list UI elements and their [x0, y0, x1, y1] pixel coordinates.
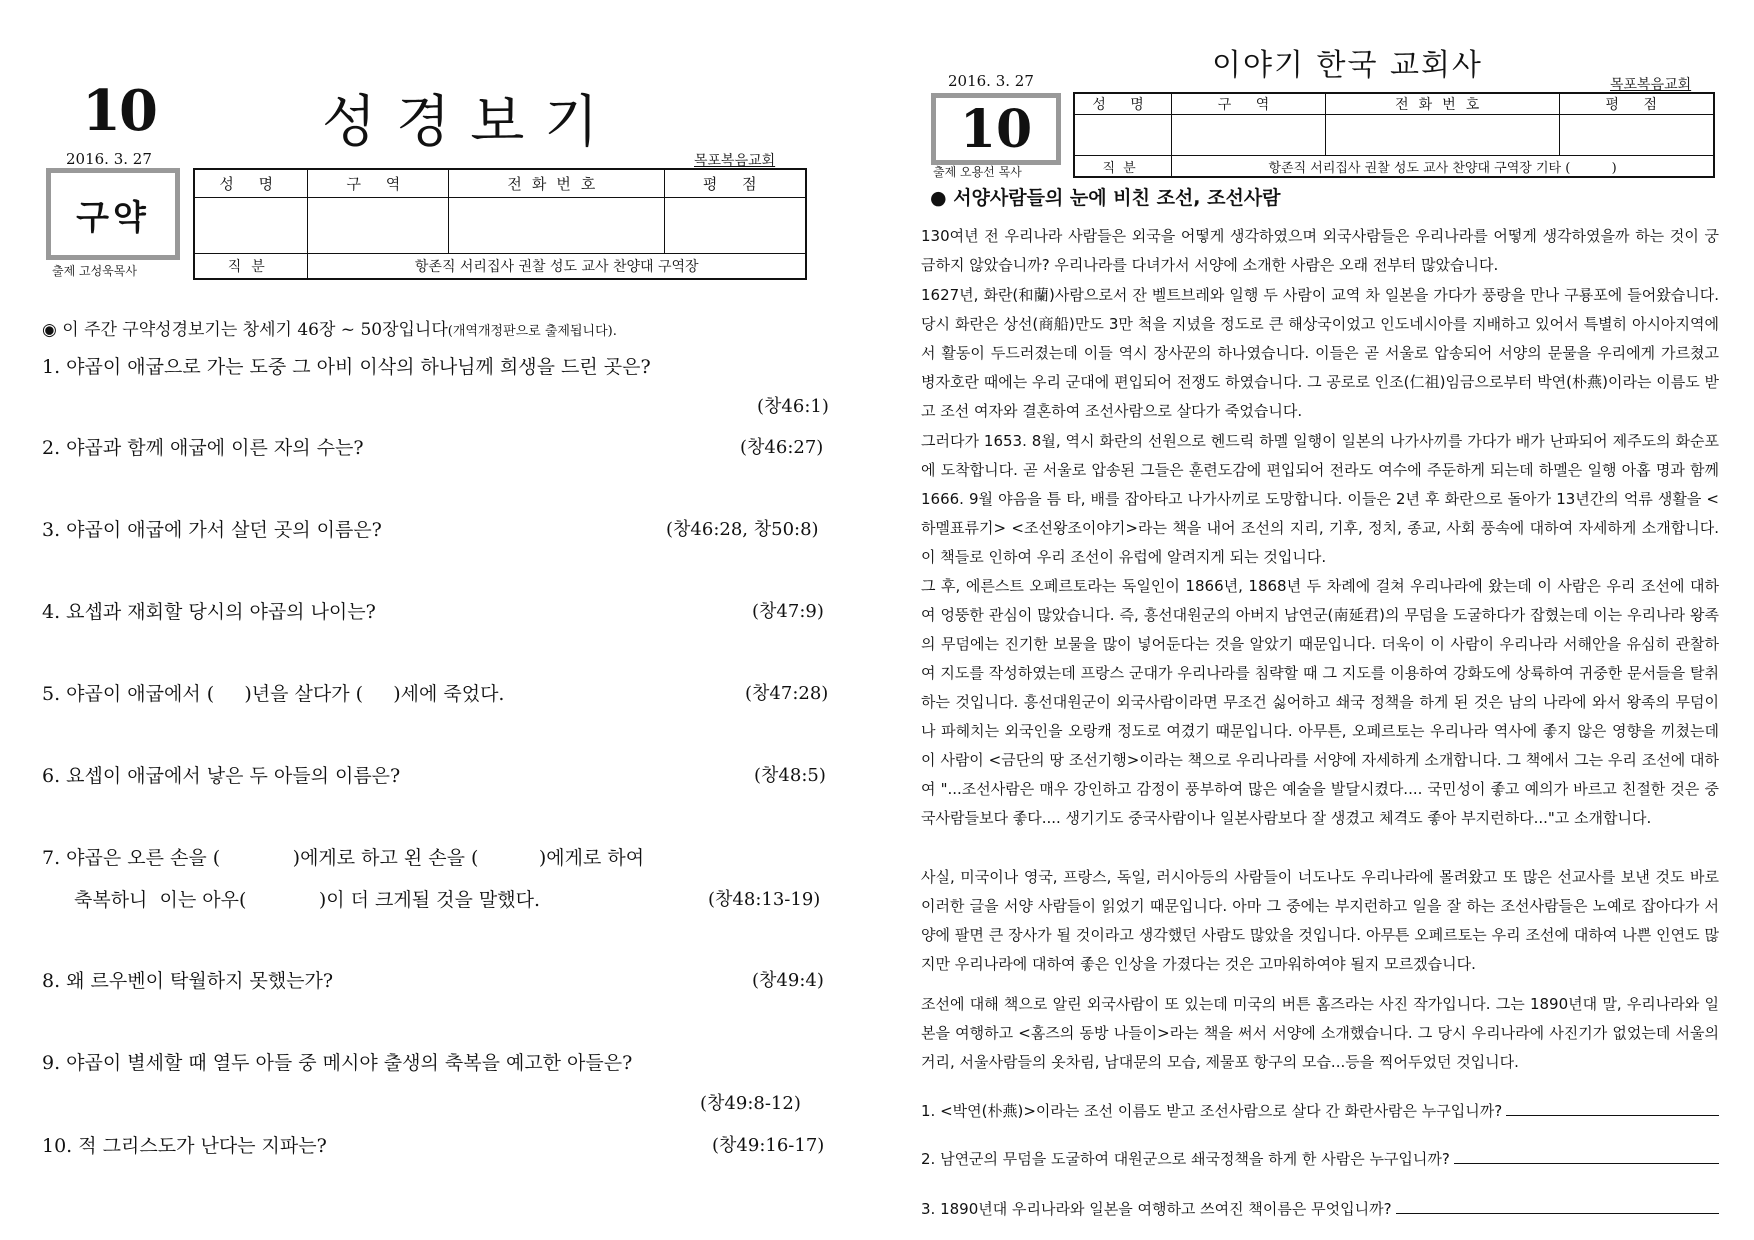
answer-line-1[interactable]: [1506, 1100, 1719, 1116]
role-options[interactable]: 항존직 서리집사 권찰 성도 교사 찬양대 구역장: [308, 253, 806, 279]
left-info-table: [193, 168, 807, 280]
article-heading: ● 서양사람들의 눈에 비친 조선, 조선사람: [930, 187, 1281, 209]
right-question-1-text: 1. <박연(朴燕)>이라는 조선 이름도 받고 조선사람으로 살다 간 화란사람은 누구입니까?: [921, 1102, 1503, 1120]
question-5: 5. 야곱이 애굽에서 ( )년을 살다가 ( )세에 죽었다.: [42, 683, 505, 705]
paragraph-6: 조선에 대해 책으로 알린 외국사람이 또 있는데 미국의 버튼 홈즈라는 사진 작가입니다. 그는 1890년대 말, 우리나라와 일본을 여행하고 <홈즈의 동방 나들이>라는 책을 써서 서양에 소개했습니다. 그 당시 우리나라에 사진기가 없었는데 서울의 거리, 서울사람들의 옷차림, 남대문의 모습, 제물포 항구의 모습...등을 찍어두었던 것입니다.: [921, 995, 1719, 1071]
ref-7: (창48:13-19): [708, 889, 821, 910]
intro-note: (개역개정판으로 출제됩니다).: [447, 324, 617, 339]
header-name: 성 명: [1074, 93, 1172, 115]
role-options[interactable]: 항존직 서리집사 권찰 성도 교사 찬양대 구역장 기타 ( ): [1172, 156, 1714, 178]
question-10: 10. 적 그리스도가 난다는 지파는?: [42, 1135, 327, 1157]
left-intro: [42, 315, 617, 340]
question-2: 2. 야곱과 함께 애굽에 이른 자의 수는?: [42, 437, 364, 459]
intro-text: ◉ 이 주간 구약성경보기는 창세기 46장 ~ 50장입니다: [42, 320, 448, 340]
left-date: 2016. 3. 27: [66, 150, 152, 168]
ref-2: (창46:27): [740, 437, 824, 458]
ref-3: (창46:28, 창50:8): [666, 519, 819, 540]
question-4: 4. 요셉과 재회할 당시의 야곱의 나이는?: [42, 601, 376, 623]
role-label: 직분: [1074, 156, 1172, 178]
right-question-3: [921, 1198, 1719, 1219]
paragraph-3: 그러다가 1653. 8월, 역시 화란의 선원으로 헨드릭 하멜 일행이 일본의 나가사끼를 가다가 배가 난파되어 제주도의 화순포에 도착합니다. 곧 서울로 압송된 그들은 훈련도감에 편입되어 전라도 여수에 주둔하게 되는데 하멜은 일행 아홉 명과 함께 1666. 9월 야음을 틈 타, 배를 잡아타고 나가사끼로 도망합니다. 이들은 2년 후 화란으로 돌아가 13년간의 억류 생활을 <하멜표류기> <조선왕조이야기>라는 책을 내어 조선의 지리, 기후, 정치, 종교, 사회 풍속에 대하여 자세하게 소개합니다. 이 책들로 인하여 우리 조선이 유럽에 알려지게 되는 것입니다.: [921, 432, 1719, 566]
district-field[interactable]: [1172, 115, 1326, 156]
ref-1: (창46:1): [757, 396, 829, 417]
right-question-1: [921, 1100, 1719, 1121]
phone-field[interactable]: [1325, 115, 1559, 156]
paragraph-2: 1627년, 화란(和蘭)사람으로서 잔 벨트브레와 일행 두 사람이 교역 차 일본을 가다가 풍랑을 만나 구룡포에 들어왔습니다. 당시 화란은 상선(商船)만도 3만 척을 지녔을 정도로 큰 해상국이었고 인도네시아를 지배하고 있어서 특별히 아시아지역에서 활동이 두드러졌는데 이들 역시 장사꾼의 하나였습니다. 이들은 곧 서울로 압송되어 서양의 문물을 우리에게 가르쳤고 병자호란 때에는 우리 군대에 편입되어 전쟁도 하였습니다. 그 공로로 인조(仁祖)임금으로부터 박연(朴燕)이라는 이름도 받고 조선 여자와 결혼하여 조선사람으로 살다가 죽었습니다.: [921, 286, 1719, 420]
district-field[interactable]: [308, 197, 449, 253]
right-issue-number: 10: [931, 93, 1061, 165]
header-district: 구 역: [1172, 93, 1326, 115]
right-info-table: [1073, 92, 1715, 178]
score-field[interactable]: [1559, 115, 1714, 156]
ref-4: (창47:9): [752, 601, 824, 622]
question-3: 3. 야곱이 애굽에 가서 살던 곳의 이름은?: [42, 519, 382, 541]
question-8: 8. 왜 르우벤이 탁월하지 못했는가?: [42, 970, 334, 992]
left-page-title: 성경보기: [322, 90, 619, 155]
question-7: 7. 야곱은 오른 손을 ( )에게로 하고 왼 손을 ( )에게로 하여: [42, 847, 645, 869]
right-question-3-text: 3. 1890년대 우리나라와 일본을 여행하고 쓰여진 책이름은 무엇입니까?: [921, 1200, 1392, 1218]
header-name: 성 명: [194, 169, 308, 197]
question-1: 1. 야곱이 애굽으로 가는 도중 그 아비 이삭의 하나님께 희생을 드린 곳은?: [42, 356, 651, 378]
left-church-name: 목포복음교회: [694, 153, 776, 169]
ref-9: (창49:8-12): [700, 1093, 801, 1114]
answer-line-2[interactable]: [1454, 1148, 1719, 1164]
question-6: 6. 요셉이 애굽에서 낳은 두 아들의 이름은?: [42, 765, 401, 787]
ref-10: (창49:16-17): [712, 1135, 825, 1156]
paragraph-1: 130여년 전 우리나라 사람들은 외국을 어떻게 생각하였으며 외국사람들은 우리나라를 어떻게 생각하였을까 하는 것이 궁금하지 않았습니까? 우리나라를 다녀가서 서양에 소개한 사람은 오래 전부터 많았습니다.: [921, 227, 1719, 274]
paragraph-4: 그 후, 에른스트 오페르토라는 독일인이 1866년, 1868년 두 차례에 걸쳐 우리나라에 왔는데 이 사람은 우리 조선에 대하여 엉뚱한 관심이 많았습니다. 즉, 흥선대원군의 아버지 남연군(南延君)의 무덤을 도굴하다가 잡혔는데 이는 우리나라 왕족의 무덤에는 진기한 보물을 많이 넣어둔다는 것을 알았기 때문입니다. 더욱이 이 사람이 우리나라 서해안을 유심히 관찰하여 지도를 작성하였는데 프랑스 군대가 우리나라를 침략할 때 그 지도를 이용하여 강화도에 상륙하여 귀중한 문서들을 탈취하는 것입니다. 흥선대원군이 외국사람이라면 무조건 싫어하고 쇄국 정책을 하게 된 것은 남의 나라에 와서 왕족의 무덤이나 파헤치는 외국인을 오랑캐 정도로 여겼기 때문입니다. 아무튼, 오페르토는 우리나라 역사에 좋지 않은 영향을 끼쳤는데 이 사람이 <금단의 땅 조선기행>이라는 책으로 우리나라를 서양에 자세하게 소개합니다. 그 책에서 그는 우리 조선에 대하여 "...조선사람은 매우 강인하고 감정이 풍부하여 많은 예술을 발달시켰다.... 국민성이 좋고 예의가 바르고 친절한 것은 중국사람들보다 좋다.... 생기기도 중국사람이나 일본사람보다 잘 생겼고 체격도 좋아 부지런하다..."고 소개합니다.: [921, 577, 1719, 827]
role-label: 직분: [194, 253, 308, 279]
header-district: 구 역: [308, 169, 449, 197]
right-page-title: 이야기 한국 교회사: [1212, 48, 1483, 83]
right-church-name: 목포복음교회: [1610, 77, 1692, 93]
header-phone: 전화번호: [449, 169, 664, 197]
right-date: 2016. 3. 27: [948, 72, 1034, 90]
ref-6: (창48:5): [754, 765, 826, 786]
phone-field[interactable]: [449, 197, 664, 253]
paragraph-5: 사실, 미국이나 영국, 프랑스, 독일, 러시아등의 사람들이 너도나도 우리나라에 몰려왔고 또 많은 선교사를 보낸 것도 바로 이러한 글을 서양 사람들이 읽었기 때문입니다. 아마 그 중에는 부지런하고 일을 잘 하는 조선사람들은 노예로 잡아다가 서양에 팔면 큰 장사가 될 것이라고 생각했던 사람도 많았을 것입니다. 아무튼 오페르토는 우리 조선에 대하여 나쁜 인연도 많지만 우리나라에 대하여 좋은 인상을 가졌다는 것은 고마워하여야 될지 모르겠습니다.: [921, 868, 1719, 973]
ref-8: (창49:4): [752, 970, 824, 991]
header-score: 평 점: [1559, 93, 1714, 115]
header-score: 평 점: [664, 169, 806, 197]
right-question-2-text: 2. 남연군의 무덤을 도굴하여 대원군으로 쇄국정책을 하게 한 사람은 누구입니까?: [921, 1150, 1450, 1168]
left-setter: 출제 고성욱목사: [52, 264, 137, 278]
right-question-2: [921, 1148, 1719, 1169]
right-setter: 출제 오용선 목사: [933, 165, 1022, 179]
question-7-cont: 축복하니 이는 아우( )이 더 크게될 것을 말했다.: [74, 889, 540, 911]
left-page-number: 10: [82, 78, 156, 144]
name-field[interactable]: [1074, 115, 1172, 156]
name-field[interactable]: [194, 197, 308, 253]
question-9: 9. 야곱이 별세할 때 열두 아들 중 메시야 출생의 축복을 예고한 아들은?: [42, 1052, 633, 1074]
left-testament-badge: 구약: [46, 168, 180, 260]
header-phone: 전화번호: [1325, 93, 1559, 115]
score-field[interactable]: [664, 197, 806, 253]
ref-5: (창47:28): [745, 683, 829, 704]
answer-line-3[interactable]: [1396, 1198, 1719, 1214]
